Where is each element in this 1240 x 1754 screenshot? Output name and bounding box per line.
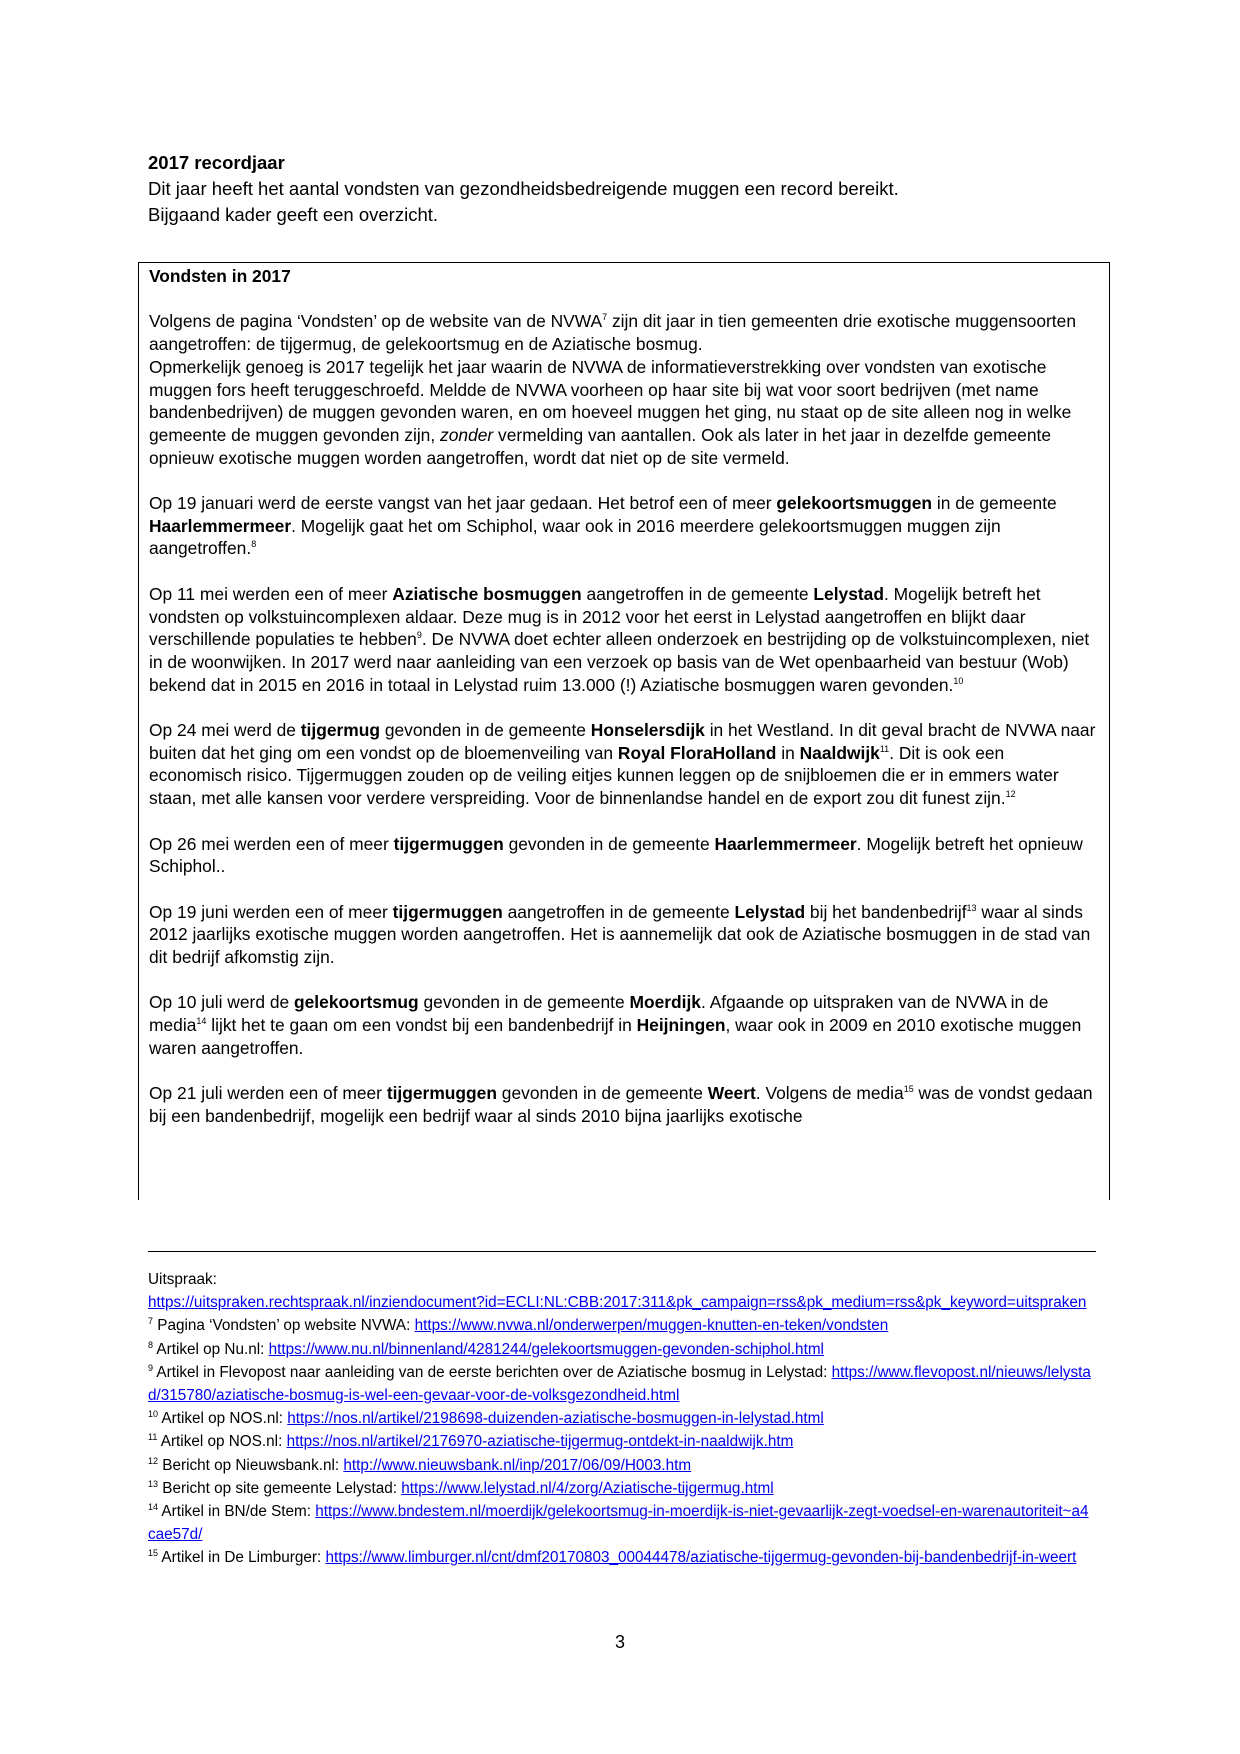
footnote-7 [148,1314,1096,1337]
footnote-ref[interactable]: 12 [1005,789,1016,800]
footnotes [148,1268,1096,1570]
footnote-number: 9 [148,1362,154,1373]
text-run: . Volgens de media [755,1083,904,1104]
bold-term: tijgermuggen [386,1083,497,1104]
bold-term: tijgermug [300,720,380,740]
footnote-text: Artikel in Flevopost naar aanleiding van de eerste berichten over de Aziatische bosmug in Lelystad: [153,1363,832,1381]
text-run: zijn dit jaar in tien gemeenten drie exotische muggensoorten aangetroffen: de tijgermug, de gelekoortsmug en de Aziatische bosmug. [149,311,1076,355]
box-paragraph [149,901,1099,969]
footnote-ref[interactable]: 10 [953,675,964,686]
footnote-13 [148,1477,1096,1500]
text-run: gevonden in de gemeente [418,992,630,1013]
page-number: 3 [614,1632,625,1652]
footnote-text: Bericht op Nieuwsbank.nl: [158,1456,344,1474]
footnote-link[interactable]: https://www.lelystad.nl/4/zorg/Aziatische-tijgermug.html [401,1479,774,1497]
bold-term: Heijningen [636,1015,726,1036]
footnote-11 [148,1430,1096,1453]
bold-term: Haarlemmermeer [714,833,857,854]
bold-term: gelekoortsmuggen [776,493,932,513]
footnote-link[interactable]: https://www.bndestem.nl/moerdijk/gelekoortsmug-in-moerdijk-is-niet-gevaarlijk-zegt-voedsel-en-warenautoriteit~a4cae57d/ [148,1503,1089,1544]
footnote-15 [148,1546,1096,1569]
text-run: . Afgaande op uitspraken van de NVWA in de media [149,992,1049,1036]
text-run: Op 11 mei werden een of meer [149,583,393,604]
footnote-number: 13 [148,1478,159,1489]
bold-term: tijgermuggen [392,901,503,922]
text-run: , waar ook in 2009 en 2010 exotische muggen waren aangetroffen. [149,1015,1082,1058]
footnote-10 [148,1407,1096,1430]
text-run: gevonden in de gemeente [380,720,591,740]
box-paragraph [149,1082,1099,1127]
bold-term: Lelystad [734,901,806,922]
box-paragraph [149,492,1099,560]
bold-term: Royal FloraHolland [617,742,777,763]
footnote-8 [148,1338,1096,1361]
text-run: gevonden in de gemeente [503,833,715,854]
footnote-uitspraak-label: Uitspraak: [148,1271,217,1288]
footnote-14 [148,1500,1096,1546]
intro-line: Dit jaar heeft het aantal vondsten van gezondheidsbedreigende muggen een record bereikt. [148,178,899,199]
footnote-link[interactable]: https://www.nvwa.nl/onderwerpen/muggen-knutten-en-teken/vondsten [414,1317,889,1335]
text-run: Opmerkelijk genoeg is 2017 tegelijk het jaar waarin de NVWA de informatieverstrekking over vondsten van exotische muggen fors heeft teruggeschroefd. Meldde de NVWA voorheen op haar site bij wat voor soort bedrijven (met name bandenbedrijven) de muggen gevonden waren, en om hoeveel muggen het ging, nu staat op de site alleen nog in welke gemeente de muggen gevonden zijn, [149,356,1072,445]
bold-term: Naaldwijk [799,742,880,763]
text-run: in het Westland. In dit geval bracht de NVWA naar buiten dat het ging om een vondst op de bloemenveiling van [149,720,1096,763]
text-run: in de gemeente [932,493,1057,513]
text-run: gevonden in de gemeente [496,1083,708,1104]
box-paragraph [149,719,1099,810]
box-paragraph [149,310,1099,469]
footnote-text: Pagina ‘Vondsten’ op website NVWA: [153,1317,415,1335]
text-run: . Mogelijk betreft het opnieuw Schiphol.. [149,833,1083,877]
footnote-link[interactable]: https://www.flevopost.nl/nieuws/lelystad/315780/aziatische-bosmug-is-wel-een-gevaar-voor-de-volksgezondheid.html [148,1363,1091,1405]
footnote-ref[interactable]: 13 [966,902,977,913]
footnote-ref[interactable]: 7 [602,312,608,323]
footnote-9 [148,1361,1096,1407]
footnote-ref[interactable]: 14 [196,1016,207,1027]
footnote-text: Artikel in De Limburger: [158,1549,326,1567]
footnote-link[interactable]: https://uitspraken.rechtspraak.nl/inziendocument?id=ECLI:NL:CBB:2017:311&pk_campaign=rss&pk_medium=rss&pk_keyword=uitspraken [148,1294,1087,1312]
footnote-separator [148,1251,1096,1252]
text-run: Op 24 mei werd de [149,720,301,740]
footnote-text: Artikel op NOS.nl: [158,1410,288,1428]
text-run: bij het bandenbedrijf [805,901,967,922]
bold-term: Lelystad [813,583,884,604]
text-run: . De NVWA doet echter alleen onderzoek en bestrijding op de volkstuincomplexen, niet in de woonwijken. In 2017 werd naar aanleiding van een verzoek op basis van de Wet openbaarheid van bestuur (Wob) bekend dat in 2015 en 2016 in totaal in Lelystad ruim 13.000 (!) Aziatische bosmuggen waren gevonden. [149,629,1090,695]
text-run: Op 26 mei werden een of meer [149,833,394,854]
text-run: waar al sinds 2012 jaarlijks exotische muggen worden aangetroffen. Het is aannemelijk dat ook de Aziatische bosmuggen in de stad van dit bedrijf afkomstig zijn. [149,901,1091,967]
footnote-link[interactable]: https://www.limburger.nl/cnt/dmf20170803_00044478/aziatische-tijgermug-gevonden-bij-bandenbedrijf-in-weert [325,1549,1077,1567]
footnote-ref[interactable]: 9 [416,630,422,641]
findings-box [138,262,1110,1200]
text-run: was de vondst gedaan bij een bandenbedrijf, mogelijk een bedrijf waar al sinds 2010 bijna jaarlijks exotische [149,1083,1093,1126]
intro-line: Bijgaand kader geeft een overzicht. [148,204,439,225]
text-run: Op 19 januari werd de eerste vangst van het jaar gedaan. Het betrof een of meer [149,493,777,513]
footnote-number: 14 [148,1501,159,1512]
text-run: lijkt het te gaan om een vondst bij een bandenbedrijf in [206,1015,637,1036]
text-run: Op 10 juli werd de [149,992,295,1013]
footnote-text: Artikel in BN/de Stem: [158,1503,316,1521]
section-heading: 2017 recordjaar [148,152,285,173]
box-paragraph [149,833,1099,878]
text-run: aangetroffen in de gemeente [581,583,814,604]
intro-section [148,150,1108,228]
text-run: in [776,742,800,763]
footnote-text: Artikel op NOS.nl: [157,1433,287,1451]
text-run: Volgens de pagina ‘Vondsten’ op de website van de NVWA [149,311,603,332]
bold-term: gelekoortsmug [294,992,419,1013]
text-run: Op 21 juli werden een of meer [149,1083,387,1104]
bold-term: tijgermuggen [393,833,504,854]
text-run: . Dit is ook een economisch risico. Tijgermuggen zouden op de veiling eitjes kunnen leggen op de snijbloemen die er in emmers water staan, met alle kansen voor verdere verspreiding. Voor de binnenlandse handel en de export zou dit funest zijn. [149,742,1059,809]
footnote-uitspraak [148,1291,1096,1314]
box-paragraph [149,583,1099,697]
footnote-text: Bericht op site gemeente Lelystad: [158,1479,402,1497]
text-run: . Mogelijk betreft het vondsten op volkstuincomplexen aldaar. Deze mug is in 2012 voor het eerst in Lelystad aangetroffen en blijkt daar verschillende populaties te hebben [149,583,1041,650]
box-paragraph [149,991,1099,1059]
footnote-text: Artikel op Nu.nl: [153,1340,269,1358]
bold-term: Moerdijk [629,992,701,1013]
text-run: . Mogelijk gaat het om Schiphol, waar ook in 2016 meerdere gelekoortsmuggen muggen zijn aangetroffen. [149,515,1001,559]
footnote-number: 12 [148,1455,159,1466]
footnote-ref[interactable]: 11 [879,743,890,754]
footnote-link[interactable]: https://nos.nl/artikel/2176970-aziatische-tijgermug-ontdekt-in-naaldwijk.htm [286,1433,794,1451]
footnote-link[interactable]: https://nos.nl/artikel/2198698-duizenden-aziatische-bosmuggen-in-lelystad.html [287,1410,824,1428]
footnote-link[interactable]: http://www.nieuwsbank.nl/inp/2017/06/09/H003.htm [343,1456,692,1474]
bold-term: Honselersdijk [590,720,705,740]
emphasis: zonder [440,424,494,445]
text-run: vermelding van aantallen. Ook als later in het jaar in dezelfde gemeente opnieuw exotische muggen worden aangetroffen, wordt dat niet op de site vermeld. [149,424,1052,468]
bold-term: Weert [707,1083,756,1104]
text-run: aangetroffen in de gemeente [502,901,735,922]
footnote-number: 8 [148,1339,154,1350]
footnote-ref[interactable]: 8 [251,539,257,550]
footnote-number: 10 [148,1409,159,1420]
footnote-number: 11 [148,1432,158,1443]
bold-term: Haarlemmermeer [149,515,292,536]
footnote-number: 7 [148,1316,154,1327]
footnote-link[interactable]: https://www.nu.nl/binnenland/4281244/gelekoortsmuggen-gevonden-schiphol.html [268,1340,824,1358]
footnote-ref[interactable]: 15 [903,1084,914,1095]
bold-term: Aziatische bosmuggen [392,583,582,604]
text-run: Op 19 juni werden een of meer [149,901,393,922]
box-title: Vondsten in 2017 [149,266,291,286]
footnote-12 [148,1454,1096,1477]
footnote-number: 15 [148,1548,159,1559]
